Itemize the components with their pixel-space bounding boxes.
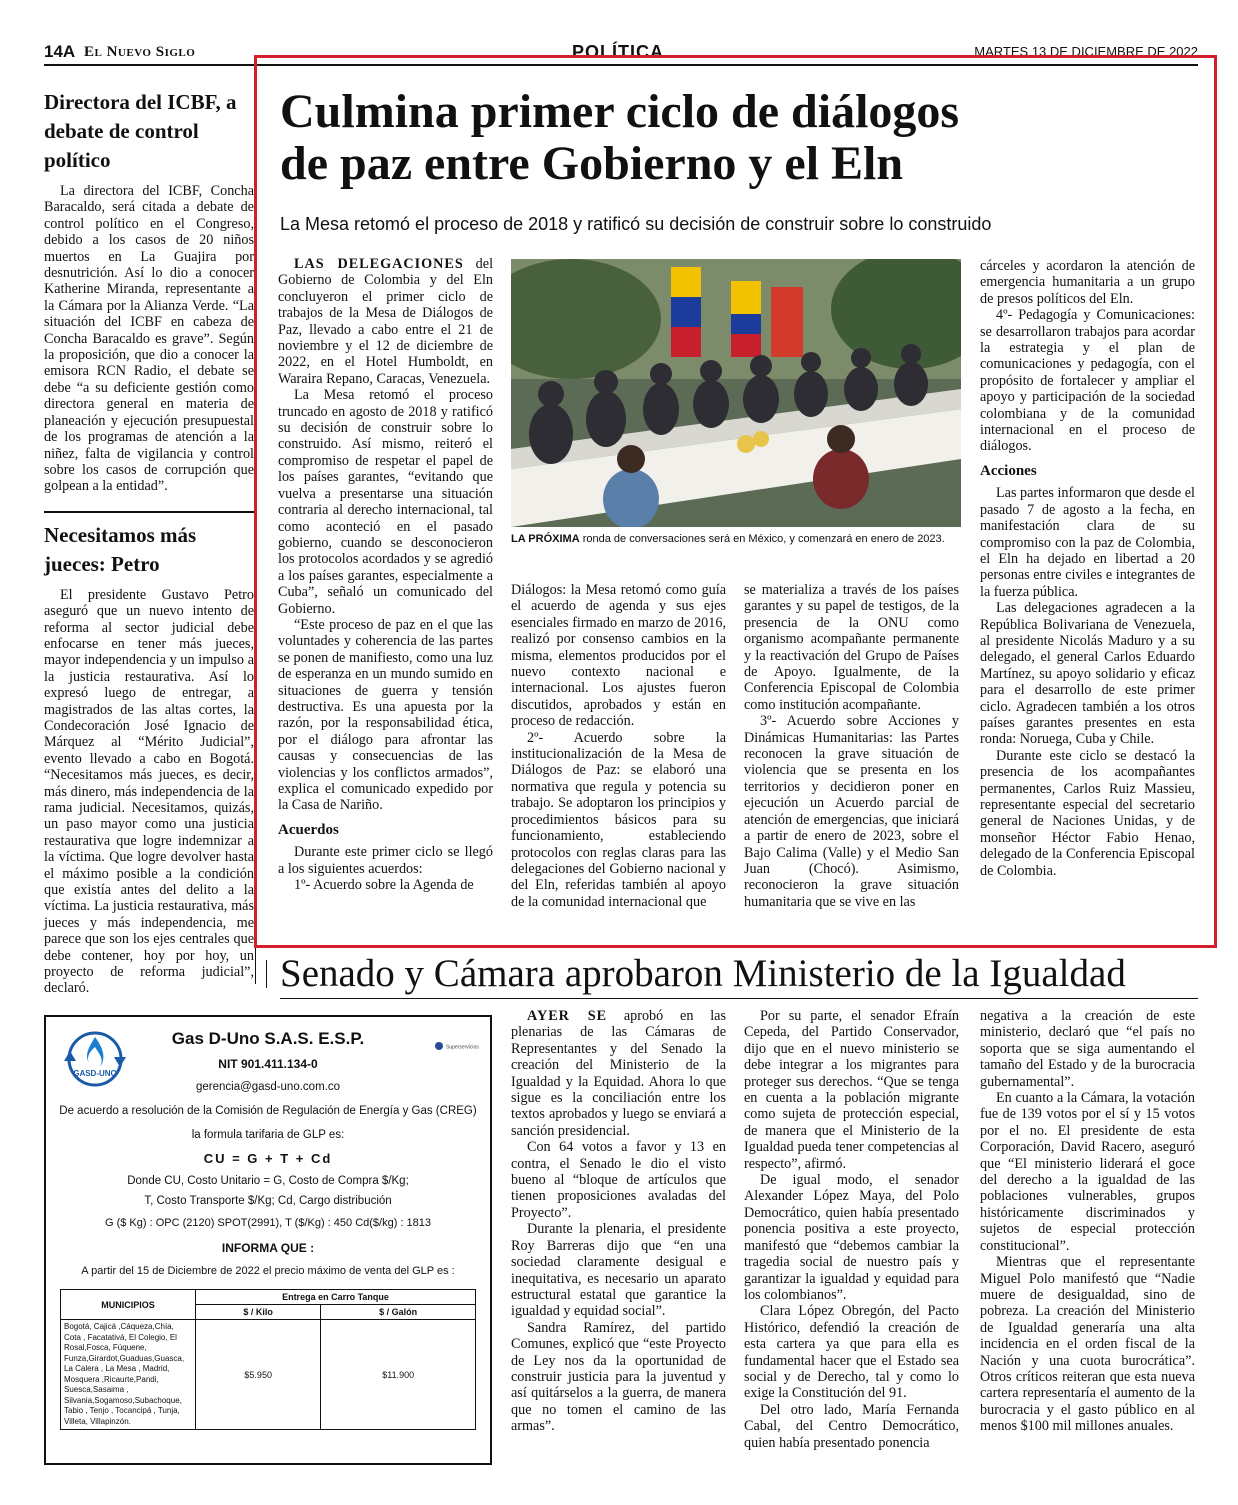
second-headline: Senado y Cámara aprobaron Ministerio de la Igualdad: [280, 952, 1126, 995]
col1-para4: Durante este primer ciclo se llegó a los siguientes acuerdos:: [278, 844, 493, 877]
col4-para3: Las partes informaron que desde el pasado 7 de agosto a la fecha, en manifestación clara de su compromiso con la paz de Colombia, el Eln ha dejado en libertad a 20 personas entre civiles e integrantes de la fuerza pública.: [980, 485, 1195, 600]
second-c1c: Durante la plenaria, el presidente Roy Barreras dijo que “en una sociedad claramente desigual e inequitativa, es necesario un aparato estructural estatal que garantice la igualdad y equidad social”.: [511, 1221, 726, 1320]
photo-caption: [511, 532, 961, 546]
ad-line4: T, Costo Transporte $/Kg; Cd, Cargo distribución: [144, 1195, 392, 1207]
second-col-3: [980, 1008, 1195, 1435]
subhead-acuerdos: Acuerdos: [278, 821, 339, 838]
col4-para1: cárceles y acordaron la atención de emergencia humanitaria a un grupo de presos políticos del Eln.: [980, 258, 1195, 307]
second-c1: aprobó en las plenarias de las Cámaras de Representantes y del Senado la creación del Ministerio de la Igualdad y la Equidad. Ahora lo que sigue es la conciliación entre los textos aprobados y luego se enviará a sanción presidencial.: [511, 1008, 726, 1139]
lead-caps: LAS DELEGACIONES: [294, 256, 464, 272]
ad-informa: INFORMA QUE :: [221, 1241, 315, 1255]
col1-para1: del Gobierno de Colombia y del Eln concluyeron el primer ciclo de trabajos de la Mesa de Diálogos de Paz, llevado a cabo entre el 21 de noviembre y el 12 de diciembre de 2022, en el Hotel Humboldt, en Waraira Repano, Caracas, Venezuela.: [278, 256, 494, 387]
col2-para1: Diálogos: la Mesa retomó como guía el acuerdo de agenda y sus ejes esenciales firmado en marzo de 2016, realizó por consenso cambios en la misma, elementos producidos por el nuevo contexto nacional e internacional. Los ajustes fueron discutidos, aprobados y están en proceso de redacción.: [511, 582, 726, 730]
second-c2d: Del otro lado, María Fernanda Cabal, del Centro Democrático, quien había presentado ponencia: [744, 1401, 959, 1451]
main-col-4: [980, 258, 1195, 879]
municipios-list: Bogotá, Cajicá ,Cáqueza,Chía, Cota , Facatativá, El Colegio, El Rosal,Fosca, Fúquene, Funza,Girardot,Guaduas,Guasca, La Calera , La Mesa , Madrid, Mosquera ,Ricaurte,Pandi, Suesca,Sasaima , Silvania,Sogamoso,Subachoque, Tabio , Tenjo , Tocancipá , Tunja, Villeta, Villapinzón.: [61, 1320, 196, 1430]
meeting-photo-illustration: [511, 259, 961, 527]
story1-body: [44, 183, 254, 495]
main-headline: [280, 86, 1200, 190]
col4-para5: Durante este ciclo se destacó la presencia de los acompañantes permanentes, Carlos Ruiz Massieu, representante especial del secretario general de Naciones Unidas, y de monseñor Héctor Fabio Henao, delegado de la Conferencia Episcopal de Colombia.: [980, 747, 1195, 879]
price-kilo: $5.950: [196, 1320, 321, 1430]
col3-para2: 3º- Acuerdo sobre Acciones y Dinámicas Humanitarias: las Partes reconocen la grave situación de violencia que se presenta en los territorios y decidieron poner en ejecución un Acuerdo parcial de atención de emergencias, que iniciará a partir de enero de 2023, sobre el Bajo Calima (Valle) y el Medio San Juan (Chocó). Asimismo, reconocieron la grave situación humanitaria que se vive en las: [744, 713, 959, 910]
second-c3a: negativa a la creación de este ministerio, declaró que “el país no soporta que se siga aumentando el tamaño del Estado y de la burocracia gubernamental”.: [980, 1008, 1195, 1090]
ad-email: gerencia@gasd-uno.com.co: [195, 1081, 340, 1093]
second-c2b: De igual modo, el senador Alexander López Maya, del Polo Democrático, quien había presentado ponencia positiva a este proyecto, manifestó que “debemos cambiar la tragedia social de nuestro país y garantizar la igualdad y equidad para los colombianos”.: [744, 1172, 959, 1303]
col1-para3: “Este proceso de paz en el que las voluntades y coherencia de las partes se ponen de manifiesto, como una luz de esperanza en un mundo sumido en situaciones de guerra y tensión destructiva. Es una apuesta por la razón, por la responsabilidad ética, por el diálogo para afrontar las causas y consecuencias de las violencias y los conflictos armados”, explica el comunicado expedido por la Casa de Nariño.: [278, 616, 493, 814]
second-c3b: En cuanto a la Cámara, la votación fue de 139 votos por el sí y 15 votos por el no. El presidente de esta Corporación, David Racero, aseguró que “El ministerio liderará el goce del derecho a la igualdad de las poblaciones vulnerables, grupos históricamente discriminados y sujetos de especial protección constitucional”.: [980, 1090, 1195, 1254]
gas-advertisement: [44, 1015, 492, 1465]
second-headline-rule: [280, 998, 1198, 999]
caption-lead: LA PRÓXIMA: [511, 533, 580, 545]
issue-date: MARTES 13 DE DICIEMBRE DE 2022: [974, 44, 1198, 59]
story2-body: [44, 587, 254, 997]
meeting-photo: [511, 259, 961, 527]
main-deck: La Mesa retomó el proceso de 2018 y ratificó su decisión de construir sobre lo construido: [280, 214, 992, 234]
ad-nit: NIT 901.411.134-0: [218, 1057, 318, 1071]
headline-rule: [266, 960, 267, 988]
col2-para2: 2º- Acuerdo sobre la institucionalización de la Mesa de Diálogos de Paz: se elaboró una normativa que regula y potencia su trabajo. Se adoptaron los principios y procedimientos básicos para su funcionamiento, estableciendo protocolos con reglas claras para las delegaciones del Gobierno nacional y del Eln, referidas también al apoyo de la comunidad internacional que: [511, 729, 726, 910]
logo-text: GASD-UNO: [73, 1069, 117, 1078]
price-galon: $11.900: [321, 1320, 476, 1430]
price-table: [60, 1289, 476, 1430]
main-col-3: [744, 582, 959, 910]
ad-line1: De acuerdo a resolución de la Comisión de Regulación de Energía y Gas (CREG): [59, 1105, 477, 1117]
th-kilo: $ / Kilo: [196, 1305, 321, 1320]
col1-para2: La Mesa retomó el proceso truncado en agosto de 2018 y ratificó su decisión de construir sobre lo construido. Así mismo, reiteró el compromiso de respetar el papel de los países garantes, “evitando que vuelva a presentarse una situación contraria al derecho internacional, tal como aconteció en el pasado gobierno, cuando se desconocieron los protocolos acordados y se agredió a los países garantes, especialmente a Cuba”, señaló un comunicado del Gobierno.: [278, 387, 493, 617]
second-c2c: Clara López Obregón, del Pacto Histórico, defendió la creación de esta cartera ya que para ella es fundamental hacer que el Estado sea social y de Derecho, tal y como lo exige la Constitución del 91.: [744, 1303, 959, 1402]
second-c1d: Sandra Ramírez, del partido Comunes, explicó que “este Proyecto de Ley nos da la oportunidad de construir justicia para la juventud y así quitárselos a la guerra, de manera que no tomen el camino de las armas”.: [511, 1319, 726, 1435]
second-c2a: Por su parte, el senador Efraín Cepeda, del Partido Conservador, dijo que en el nuevo ministerio se debe integrar a los migrantes para proteger sus derechos. “Que se tenga en cuenta a la población migrante como sujeta de protección especial, de manera que el Ministerio de la Igualdad pueda tener competencias al respecto”, afirmó.: [744, 1008, 959, 1172]
story2-headline: Necesitamos más jueces: Petro: [44, 522, 197, 576]
th-municipios: MUNICIPIOS: [61, 1290, 196, 1320]
story1-text: La directora del ICBF, Concha Baracaldo, será citada a debate de control político en el Congreso, debido a los casos de 20 niños muertos en La Guajira por desnutrición. Así lo dio a conocer Katherine Miranda, representante a la Cámara por la Alianza Verde. “La situación del ICBF en cabeza de Concha Baracaldo es grave”. Según la proposición, que dio a conocer la emisora RCN Radio, el debate se debe “a su deficiente gestión como directora general en materia de planeación y ejecución presupuestal de los programas de atención a la niñez, falta de vigilancia y control sobre los casos de corrupción que golpean a la entidad”.: [44, 183, 254, 495]
ad-line5: G ($ Kg) : OPC (2120) SPOT(2991), T ($/Kg) : 450 Cd($/kg) : 1813: [104, 1217, 432, 1229]
main-col-2: [511, 582, 726, 910]
section-name: POLÍTICA: [572, 42, 664, 62]
paper-name: El Nuevo Siglo: [84, 44, 196, 60]
second-c3c: Mientras que el representante Miguel Polo manifestó que “Nadie muere de desigualdad, sino de pobreza. La creación del Ministerio de Igualdad generaría una alta incidencia en el orden fiscal de la Nación y una cuota burocrática”. Otros críticos reiteran que esta nueva cartera representaría el aumento de la burocracia y el gasto público en al menos $100 mil millones anuales.: [980, 1254, 1195, 1435]
ad-line2: la formula tarifaria de GLP es:: [191, 1129, 345, 1141]
ad-line3: Donde CU, Costo Unitario = G, Costo de Compra $/Kg;: [127, 1175, 409, 1187]
ad-company: Gas D-Uno S.A.S. E.S.P.: [171, 1029, 365, 1048]
story1-headline: Directora del ICBF, a debate de control político: [44, 90, 237, 172]
story-divider: [44, 511, 254, 521]
caption-text: ronda de conversaciones será en México, y comenzará en enero de 2023.: [582, 533, 945, 545]
seal-text: Superservicios: [446, 1044, 479, 1051]
subhead-acciones: Acciones: [980, 462, 1037, 479]
second-lead-caps: AYER SE: [527, 1008, 608, 1024]
second-col-1: [511, 1008, 726, 1435]
ad-formula: CU = G + T + Cd: [203, 1151, 333, 1166]
ad-line6: A partir del 15 de Diciembre de 2022 el precio máximo de venta del GLP es :: [81, 1265, 455, 1277]
second-c1b: Con 64 votos a favor y 13 en contra, el Senado le dio el visto bueno al “bloque de artículos que tienen proposiciones avaladas del Proyecto”.: [511, 1139, 726, 1221]
col3-para1: se materializa a través de los países garantes y su papel de testigos, de la presencia de la ONU como organismo acompañante permanente y la reactivación del Grupo de Países de Apoyo. Igualmente, de la Conferencia Episcopal de Colombia como institución acompañante.: [744, 582, 959, 713]
main-headline-line1: Culmina primer ciclo de diálogos: [280, 85, 960, 138]
main-headline-line2: de paz entre Gobierno y el Eln: [280, 137, 904, 190]
th-galon: $ / Galón: [321, 1305, 476, 1320]
second-col-2: [744, 1008, 959, 1451]
main-col-1: [278, 256, 493, 893]
col4-para4: Las delegaciones agradecen a la República Bolivariana de Venezuela, al presidente Nicolás Maduro y a su delegado, el general Carlos Eduardo Martínez, su apoyo solidario y eficaz para el desarrollo de este primer ciclo. Agradecen también a los otros países garantes presentes en esta ronda: Noruega, Cuba y Chile.: [980, 600, 1195, 748]
left-column: [44, 88, 254, 997]
story2-text: El presidente Gustavo Petro aseguró que un nuevo intento de reforma al sector judicial debe enfocarse en tener más jueces, mayor independencia y un impulso a la justicia restaurativa. Así lo expresó luego de entregar, a magistrados de las altas cortes, la Condecoración José Ignacio de Márquez al “Mérito Judicial”, evento llevado a cabo en Bogotá. “Necesitamos más jueces, es decir, más dinero, más independencia de la rama judicial. Necesitamos, quizás, un paso mayor como una justicia restaurativa que logre indemnizar a la víctima. Que logre devolver hasta el máximo posible a la condición que existía antes del delito a la víctima. La justicia restaurativa, más jueces y más independencia, me parece que son los ejes centrales que debe contener, hoy por hoy, un proyecto de reforma judicial”, declaró.: [44, 586, 254, 997]
th-entrega: Entrega en Carro Tanque: [196, 1290, 476, 1305]
page-number: 14A: [44, 42, 76, 61]
col4-para2: 4º- Pedagogía y Comunicaciones: se desarrollaron trabajos para acordar la estrategia y el plan de comunicaciones y pedagogía, con el propósito de fortalecer y ampliar el apoyo y participación de la sociedad colombiana y de la comunidad internacional en el proceso de diálogos.: [980, 307, 1195, 455]
col1-para5: 1º- Acuerdo sobre la Agenda de: [294, 877, 474, 894]
